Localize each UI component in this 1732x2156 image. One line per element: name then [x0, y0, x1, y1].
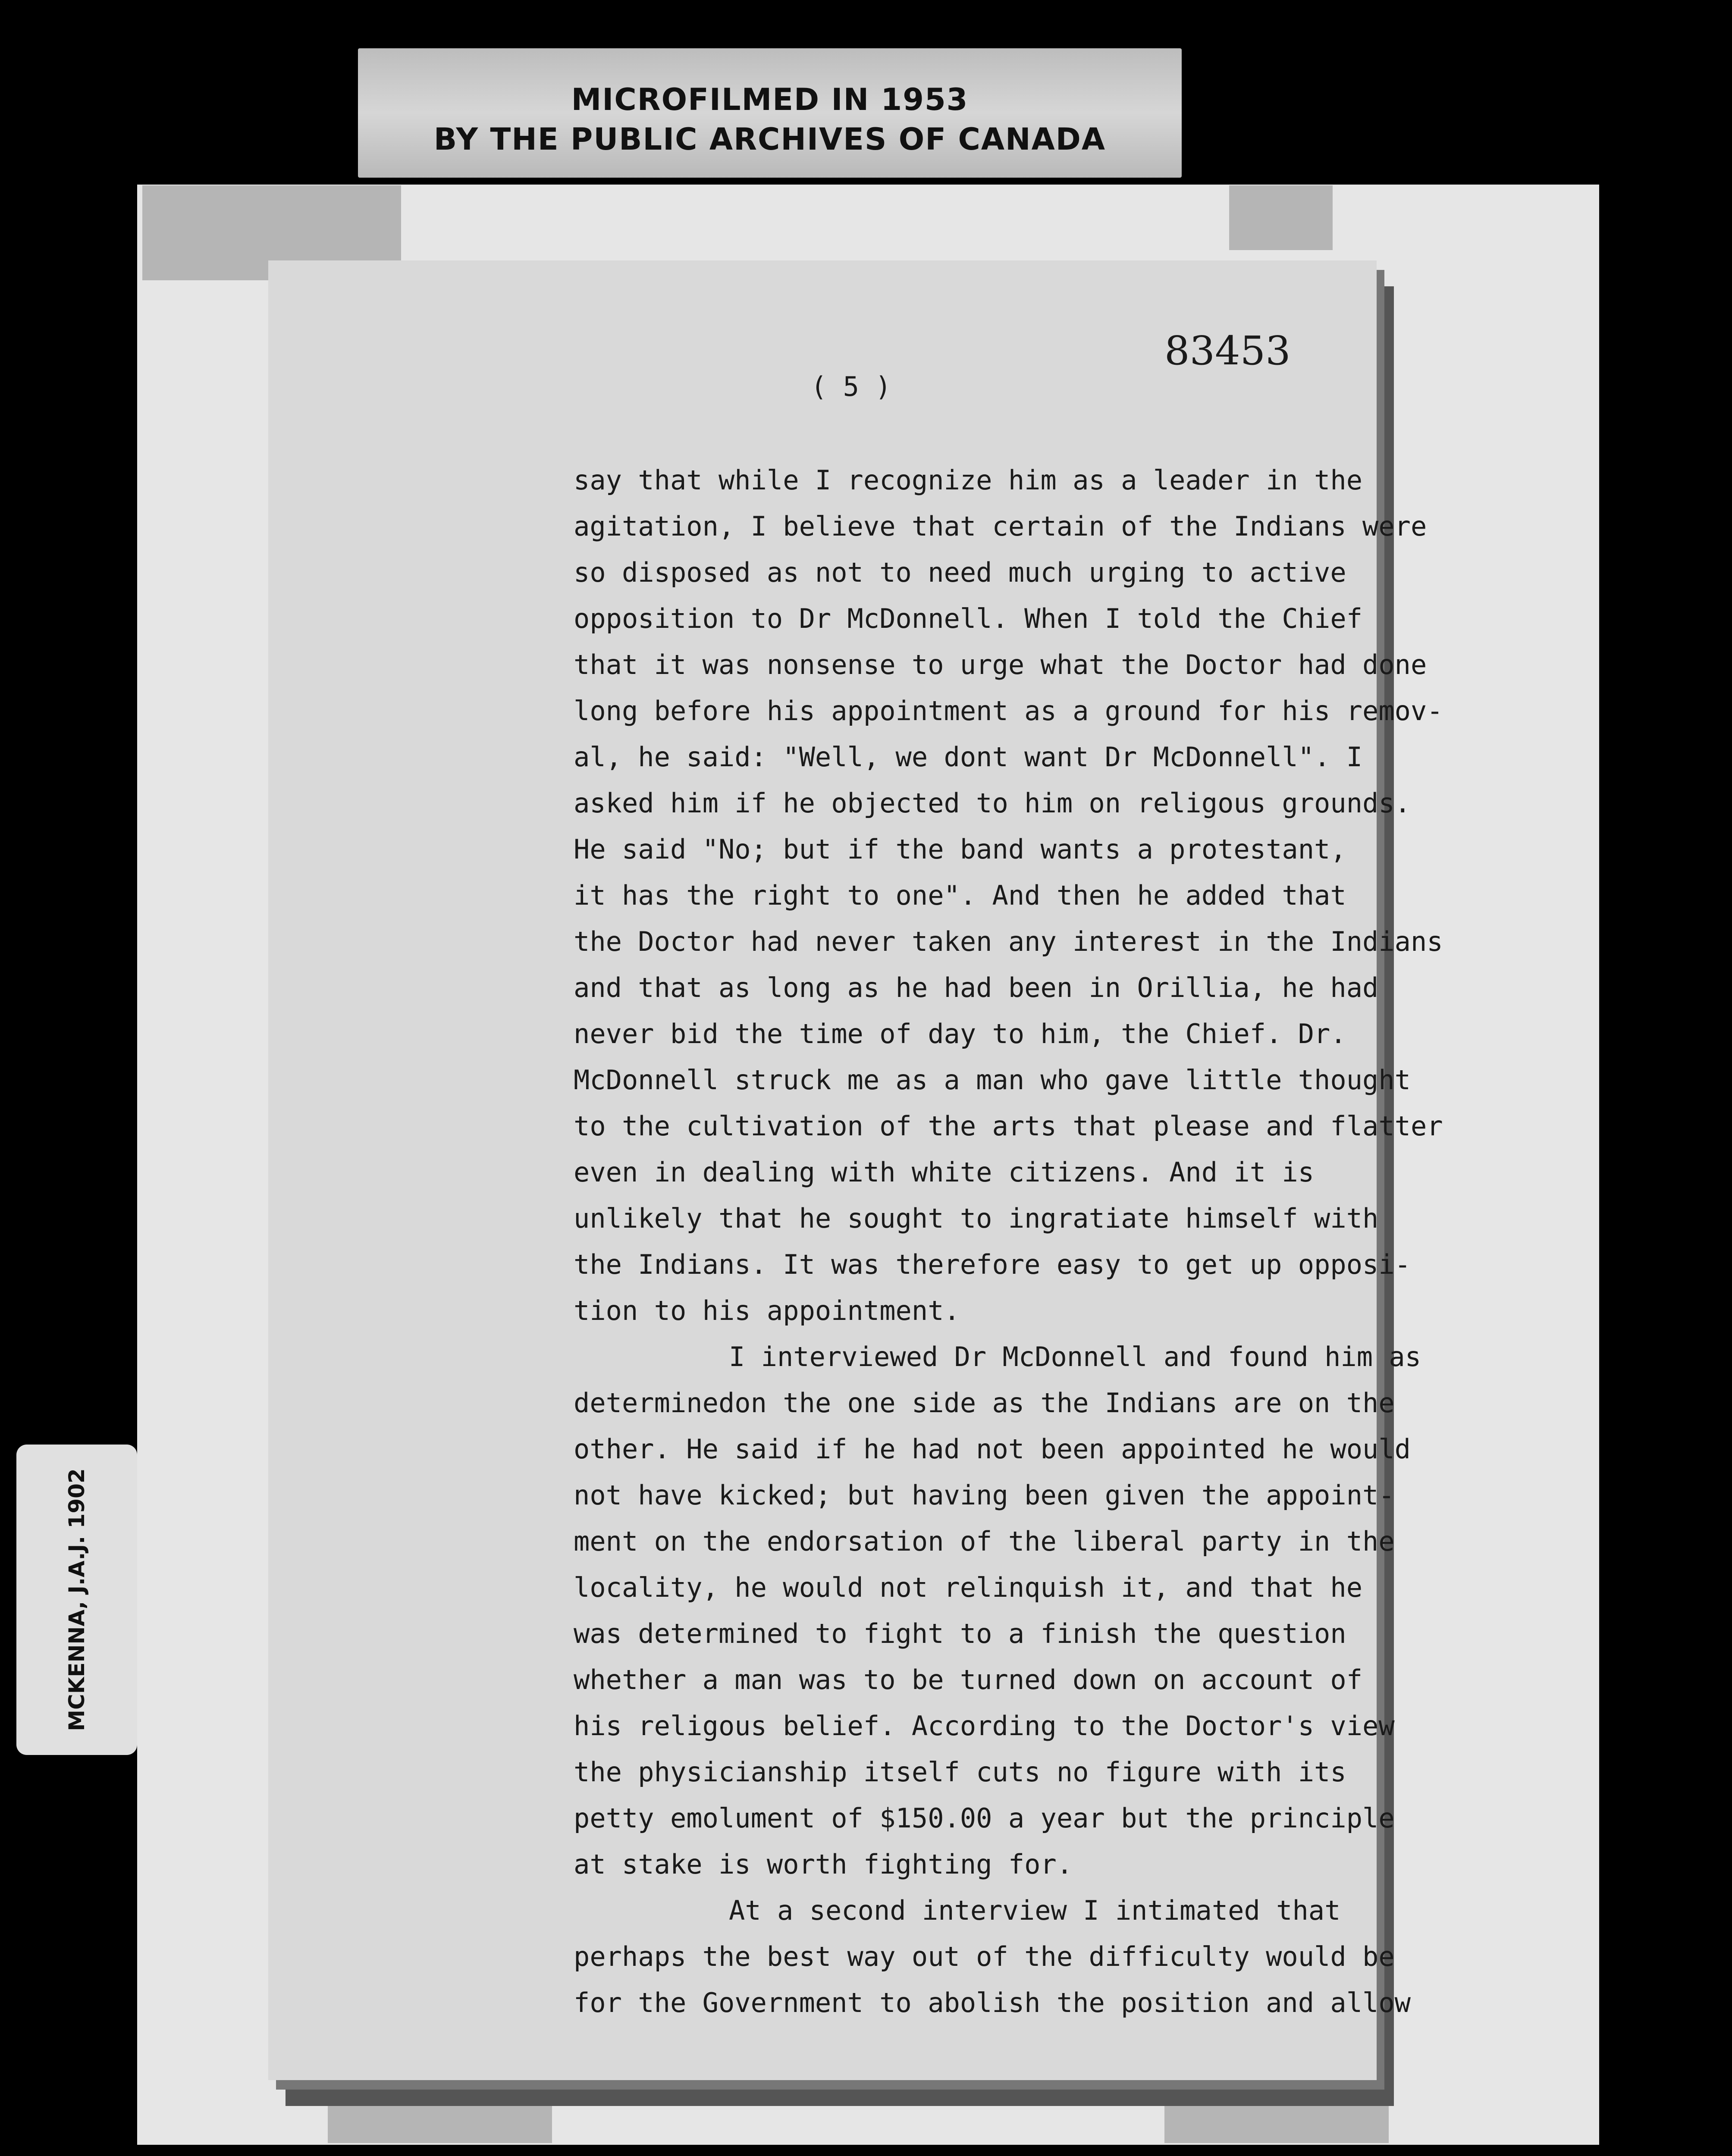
- text-line: it has the right to one". And then he added that: [574, 880, 1346, 911]
- text-line: his religous belief. According to the Doctor's view: [574, 1710, 1395, 1742]
- text-line: was determined to fight to a finish the question: [574, 1618, 1346, 1649]
- banner-line-1: MICROFILMED IN 1953: [571, 82, 969, 117]
- text-line: and that as long as he had been in Orillia, he had: [574, 972, 1379, 1003]
- text-line: whether a man was to be turned down on account of: [574, 1664, 1363, 1695]
- text-line: locality, he would not relinquish it, and that he: [574, 1572, 1363, 1603]
- banner-line-2: BY THE PUBLIC ARCHIVES OF CANADA: [433, 122, 1106, 157]
- text-line: opposition to Dr McDonnell. When I told the Chief: [574, 603, 1363, 634]
- text-line: never bid the time of day to him, the Chief. Dr.: [574, 1018, 1346, 1050]
- text-line: tion to his appointment.: [574, 1295, 960, 1326]
- text-line: for the Government to abolish the position and allow: [574, 1987, 1411, 2018]
- text-line: asked him if he objected to him on religous grounds.: [574, 787, 1411, 819]
- text-line: to the cultivation of the arts that please and flatter: [574, 1110, 1443, 1142]
- text-line: the Indians. It was therefore easy to get up opposi-: [574, 1249, 1411, 1280]
- tape-strip: [1164, 2074, 1389, 2143]
- text-line: At a second interview I intimated that: [729, 1895, 1341, 1926]
- document-body: [574, 457, 1443, 2026]
- text-line: petty emolument of $150.00 a year but the principle: [574, 1802, 1395, 1834]
- text-line: the Doctor had never taken any interest in the Indians: [574, 926, 1443, 957]
- side-file-label: [16, 1445, 137, 1755]
- text-line: long before his appointment as a ground for his remov-: [574, 695, 1443, 727]
- text-line: unlikely that he sought to ingratiate himself with: [574, 1203, 1379, 1234]
- text-line: He said "No; but if the band wants a protestant,: [574, 834, 1346, 865]
- text-line: determinedon the one side as the Indians are on the: [574, 1387, 1395, 1419]
- document-number: 83453: [1164, 328, 1291, 374]
- text-line: say that while I recognize him as a leader in the: [574, 464, 1363, 496]
- text-line: al, he said: "Well, we dont want Dr McDonnell". I: [574, 741, 1363, 773]
- text-line: other. He said if he had not been appointed he would: [574, 1433, 1411, 1465]
- microfilm-banner: [358, 48, 1182, 178]
- text-line: ment on the endorsation of the liberal party in the: [574, 1526, 1395, 1557]
- text-line: the physicianship itself cuts no figure with its: [574, 1756, 1346, 1788]
- text-line: not have kicked; but having been given the appoint-: [574, 1479, 1395, 1511]
- side-label-text: MCKENNA, J.A.J. 1902: [64, 1468, 89, 1731]
- text-line: McDonnell struck me as a man who gave little thought: [574, 1064, 1411, 1096]
- text-line: perhaps the best way out of the difficulty would be: [574, 1941, 1395, 1972]
- page-number: ( 5 ): [811, 371, 891, 402]
- text-line: at stake is worth fighting for.: [574, 1849, 1073, 1880]
- text-line: that it was nonsense to urge what the Doctor had done: [574, 649, 1427, 680]
- tape-strip: [328, 2091, 552, 2143]
- text-line: so disposed as not to need much urging to active: [574, 557, 1346, 588]
- text-line: I interviewed Dr McDonnell and found him as: [729, 1341, 1421, 1373]
- tape-strip: [1229, 185, 1333, 250]
- text-line: agitation, I believe that certain of the Indians were: [574, 511, 1427, 542]
- text-line: even in dealing with white citizens. And it is: [574, 1156, 1315, 1188]
